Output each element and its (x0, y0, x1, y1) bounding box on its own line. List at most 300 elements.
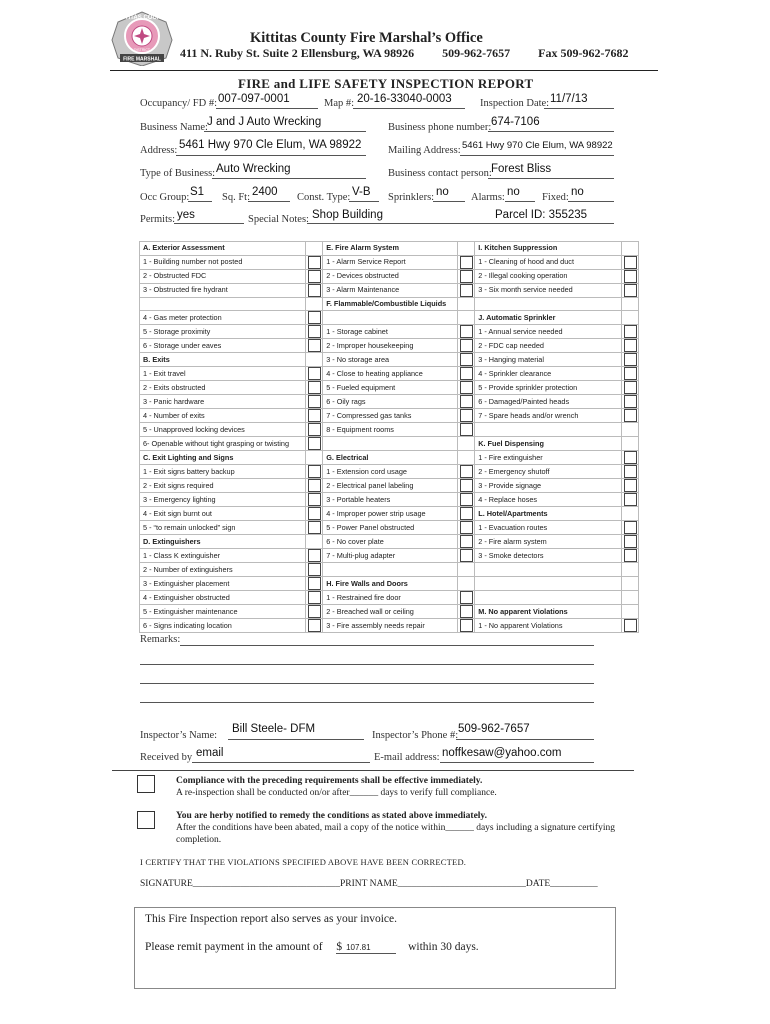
contact-label: Business contact person: (388, 168, 492, 179)
checklist-checkbox-cell (458, 521, 475, 535)
violation-checkbox[interactable] (460, 367, 473, 380)
checklist-item (140, 297, 306, 311)
checklist-checkbox-cell (306, 605, 323, 619)
special-notes-field[interactable]: Shop Building (312, 209, 383, 221)
sprinklers-label: Sprinklers: (388, 192, 435, 203)
checklist-checkbox-cell (458, 507, 475, 521)
checklist-item: 1 - Exit signs battery backup (140, 465, 306, 479)
checklist-checkbox-cell (306, 395, 323, 409)
checklist-checkbox-cell (622, 353, 639, 367)
checklist-item: A. Exterior Assessment (140, 242, 306, 256)
remarks-line-4[interactable] (140, 702, 594, 703)
alarms-field[interactable]: no (507, 186, 520, 198)
inspection-date-label: Inspection Date: (480, 98, 550, 109)
business-phone-line (488, 131, 614, 132)
checklist-checkbox-cell (458, 381, 475, 395)
violation-checkbox[interactable] (308, 284, 321, 297)
checklist-checkbox-cell (622, 577, 639, 591)
checklist-item: 4 - Improper power strip usage (323, 507, 458, 521)
checklist-checkbox-cell (622, 437, 639, 451)
violation-checkbox[interactable] (308, 339, 321, 352)
violation-checkbox[interactable] (308, 549, 321, 562)
checklist-item: 1 - Alarm Service Report (323, 255, 458, 269)
checklist-item: 2 - Number of extinguishers (140, 563, 306, 577)
section-divider (112, 770, 634, 771)
checklist-checkbox-cell (622, 297, 639, 311)
mailing-address-field[interactable]: 5461 Hwy 970 Cle Elum, WA 98922 (462, 140, 613, 151)
checklist-row (140, 493, 639, 507)
compliance-immediate-checkbox[interactable] (137, 775, 155, 793)
inspector-name-field[interactable]: Bill Steele- DFM (232, 723, 316, 735)
violation-checkbox[interactable] (460, 521, 473, 534)
checklist-item: 3 - Panic hardware (140, 395, 306, 409)
address-field[interactable]: 5461 Hwy 970 Cle Elum, WA 98922 (179, 139, 362, 151)
checklist-item (323, 437, 458, 451)
violation-checkbox[interactable] (308, 325, 321, 338)
checklist-checkbox-cell (306, 577, 323, 591)
violation-checkbox[interactable] (308, 367, 321, 380)
violation-checkbox[interactable] (460, 619, 473, 632)
checklist-checkbox-cell (458, 437, 475, 451)
checklist-checkbox-cell (622, 521, 639, 535)
permits-label: Permits: (140, 214, 176, 225)
checklist-checkbox-cell (306, 381, 323, 395)
violation-checkbox[interactable] (460, 465, 473, 478)
checklist-checkbox-cell (306, 451, 323, 465)
checklist-item: K. Fuel Dispensing (475, 437, 622, 451)
checklist-item: 6- Openable without tight grasping or twisting (140, 437, 306, 451)
compliance-line-4: After the conditions have been abated, mail a copy of the notice within______ days including a signature certifying (176, 823, 615, 833)
violation-checkbox[interactable] (624, 381, 637, 394)
inspection-date-line (544, 108, 614, 109)
violation-checkbox[interactable] (460, 339, 473, 352)
compliance-notice-checkbox[interactable] (137, 811, 155, 829)
checklist-item: 2 - Obstructed FDC (140, 269, 306, 283)
violation-checkbox[interactable] (624, 493, 637, 506)
checklist-checkbox-cell (458, 577, 475, 591)
fixed-line (568, 201, 614, 202)
contact-line (488, 178, 614, 179)
checklist-item: 2 - Improper housekeeping (323, 339, 458, 353)
business-name-label: Business Name: (140, 122, 208, 133)
violation-checkbox[interactable] (460, 284, 473, 297)
const-type-field[interactable]: V-B (352, 186, 371, 198)
violation-checkbox[interactable] (624, 451, 637, 464)
checklist-checkbox-cell (306, 367, 323, 381)
violation-checkbox[interactable] (624, 535, 637, 548)
compliance-line-1: Compliance with the preceding requirements shall be effective immediately. (176, 776, 483, 786)
checklist-checkbox-cell (306, 423, 323, 437)
compliance-line-3: You are herby notified to remedy the conditions as stated above immediately. (176, 811, 488, 821)
checklist-item: 7 - Multi-plug adapter (323, 549, 458, 563)
checklist-item: 4 - Sprinkler clearance (475, 367, 622, 381)
violation-checkbox[interactable] (624, 353, 637, 366)
violation-checkbox[interactable] (460, 409, 473, 422)
received-by-label: Received by (140, 752, 193, 763)
checklist-item: 3 - Provide signage (475, 479, 622, 493)
occ-group-line (188, 201, 212, 202)
violation-checkbox[interactable] (624, 270, 637, 283)
checklist-item (475, 563, 622, 577)
checklist-checkbox-cell (306, 409, 323, 423)
checklist-checkbox-cell (622, 507, 639, 521)
violation-checkbox[interactable] (460, 381, 473, 394)
remarks-label: Remarks: (140, 634, 181, 645)
checklist-checkbox-cell (458, 423, 475, 437)
checklist-checkbox-cell (458, 353, 475, 367)
sprinklers-field[interactable]: no (436, 186, 449, 198)
checklist-item: 5 - “to remain unlocked” sign (140, 521, 306, 535)
checklist-item: 5 - Storage proximity (140, 325, 306, 339)
checklist-item: E. Fire Alarm System (323, 242, 458, 256)
violation-checkbox[interactable] (460, 423, 473, 436)
checklist-checkbox-cell (458, 311, 475, 325)
email-label: E-mail address: (374, 752, 440, 763)
checklist-checkbox-cell (458, 395, 475, 409)
violation-checkbox[interactable] (460, 591, 473, 604)
violation-checkbox[interactable] (624, 549, 637, 562)
checklist-checkbox-cell (458, 549, 475, 563)
violation-checkbox[interactable] (308, 577, 321, 590)
checklist-row (140, 507, 639, 521)
occupancy-field[interactable]: 007-097-0001 (218, 93, 290, 105)
remarks-line-2[interactable] (140, 664, 594, 665)
mailing-address-line (460, 155, 614, 156)
checklist-item: 3 - Obstructed fire hydrant (140, 283, 306, 297)
violation-checkbox[interactable] (308, 591, 321, 604)
checklist-item: 2 - Fire alarm system (475, 535, 622, 549)
violation-checkbox[interactable] (460, 507, 473, 520)
checklist-checkbox-cell (622, 311, 639, 325)
contact-field[interactable]: Forest Bliss (491, 163, 552, 175)
checklist-checkbox-cell (306, 521, 323, 535)
inspector-phone-label: Inspector’s Phone #: (372, 730, 459, 741)
payment-text-before: Please remit payment in the amount of (145, 941, 323, 953)
checklist-checkbox-cell (458, 255, 475, 269)
payment-text-after: within 30 days. (408, 941, 479, 953)
checklist-item: 3 - Smoke detectors (475, 549, 622, 563)
violation-checkbox[interactable] (308, 465, 321, 478)
address-label: Address: (140, 145, 178, 156)
violation-checkbox[interactable] (624, 409, 637, 422)
checklist-item: 3 - Portable heaters (323, 493, 458, 507)
checklist-item: 7 - Compressed gas tanks (323, 409, 458, 423)
checklist-item: 5 - Unapproved locking devices (140, 423, 306, 437)
inspection-date-field[interactable]: 11/7/13 (550, 93, 588, 105)
office-address-line (180, 46, 629, 61)
checklist-checkbox-cell (622, 395, 639, 409)
checklist-checkbox-cell (306, 493, 323, 507)
checklist-item: L. Hotel/Apartments (475, 507, 622, 521)
checklist-item: 1 - Restrained fire door (323, 591, 458, 605)
occupancy-line (216, 108, 318, 109)
checklist-item: 3 - Emergency lighting (140, 493, 306, 507)
violation-checkbox[interactable] (308, 381, 321, 394)
violation-checkbox[interactable] (308, 563, 321, 576)
violation-checkbox[interactable] (308, 493, 321, 506)
violation-checkbox[interactable] (624, 339, 637, 352)
sqft-line (248, 201, 290, 202)
remarks-line-1[interactable] (180, 645, 594, 646)
violation-checkbox[interactable] (624, 325, 637, 338)
alarms-line (505, 201, 535, 202)
checklist-checkbox-cell (306, 325, 323, 339)
violation-checkbox[interactable] (308, 270, 321, 283)
business-type-field[interactable]: Auto Wrecking (216, 163, 291, 175)
violation-checkbox[interactable] (308, 423, 321, 436)
checklist-item (475, 297, 622, 311)
checklist-row (140, 367, 639, 381)
checklist-row (140, 563, 639, 577)
checklist-row (140, 325, 639, 339)
checklist-checkbox-cell (458, 283, 475, 297)
special-notes-line (307, 223, 614, 224)
checklist-item: 3 - No storage area (323, 353, 458, 367)
checklist-item: 2 - Emergency shutoff (475, 465, 622, 479)
checklist-item: M. No apparent Violations (475, 605, 622, 619)
violation-checkbox[interactable] (624, 284, 637, 297)
office-address: 411 N. Ruby St. Suite 2 Ellensburg, WA 98926 (180, 46, 415, 60)
sprinklers-line (433, 201, 465, 202)
checklist-checkbox-cell (306, 297, 323, 311)
received-by-line (192, 762, 370, 763)
business-type-label: Type of Business: (140, 168, 216, 179)
checklist-item: 1 - Class K extinguisher (140, 549, 306, 563)
checklist-item: 1 - Building number not posted (140, 255, 306, 269)
violation-checkbox[interactable] (460, 549, 473, 562)
occ-group-label: Occ Group: (140, 192, 190, 203)
checklist-item: 4 - Extinguisher obstructed (140, 591, 306, 605)
violation-checkbox[interactable] (308, 395, 321, 408)
checklist-checkbox-cell (622, 535, 639, 549)
violation-checkbox[interactable] (460, 325, 473, 338)
violation-checkbox[interactable] (460, 256, 473, 269)
checklist-checkbox-cell (622, 367, 639, 381)
checklist-checkbox-cell (458, 325, 475, 339)
checklist-item: 2 - Breached wall or ceiling (323, 605, 458, 619)
checklist-row (140, 409, 639, 423)
violation-checkbox[interactable] (624, 465, 637, 478)
checklist-item: 1 - Annual service needed (475, 325, 622, 339)
checklist-row (140, 423, 639, 437)
email-line (440, 762, 594, 763)
checklist-item: 2 - FDC cap needed (475, 339, 622, 353)
parcel-id: Parcel ID: 355235 (495, 209, 588, 221)
violation-checkbox[interactable] (308, 521, 321, 534)
compliance-line-5: completion. (176, 835, 222, 845)
inspector-name-label: Inspector’s Name: (140, 730, 218, 741)
office-phone: 509-962-7657 (442, 46, 511, 60)
checklist-row (140, 549, 639, 563)
checklist-item: 1 - No apparent Violations (475, 619, 622, 633)
checklist-item (475, 577, 622, 591)
checklist-item: 5 - Fueled equipment (323, 381, 458, 395)
violation-checkbox[interactable] (460, 493, 473, 506)
violation-checkbox[interactable] (460, 605, 473, 618)
checklist-checkbox-cell (306, 479, 323, 493)
checklist-item: 2 - Illegal cooking operation (475, 269, 622, 283)
checklist-item: 8 - Equipment rooms (323, 423, 458, 437)
checklist-checkbox-cell (622, 479, 639, 493)
checklist-item: 5 - Extinguisher maintenance (140, 605, 306, 619)
checklist-checkbox-cell (458, 451, 475, 465)
checklist-checkbox-cell (306, 507, 323, 521)
business-phone-field[interactable]: 674-7106 (491, 116, 540, 128)
checklist-row (140, 479, 639, 493)
checklist-checkbox-cell (458, 605, 475, 619)
checklist-item: 4 - Number of exits (140, 409, 306, 423)
checklist-row (140, 339, 639, 353)
checklist-row (140, 451, 639, 465)
checklist-item: 2 - Electrical panel labeling (323, 479, 458, 493)
inspector-phone-field[interactable]: 509-962-7657 (458, 723, 530, 735)
checklist-row (140, 242, 639, 256)
violation-checkbox[interactable] (460, 353, 473, 366)
checklist-item: 1 - Storage cabinet (323, 325, 458, 339)
invoice-note: This Fire Inspection report also serves as your invoice. (145, 913, 397, 925)
violation-checkbox[interactable] (624, 479, 637, 492)
checklist-row (140, 535, 639, 549)
checklist-item: 1 - Extension cord usage (323, 465, 458, 479)
map-line (353, 108, 465, 109)
checklist-item: 5 - Power Panel obstructed (323, 521, 458, 535)
fire-marshal-logo (106, 10, 178, 66)
checklist-checkbox-cell (458, 465, 475, 479)
email-field[interactable]: noffkesaw@yahoo.com (442, 747, 562, 759)
checklist-row (140, 311, 639, 325)
checklist-checkbox-cell (622, 605, 639, 619)
checklist-item: 6 - Damaged/Painted heads (475, 395, 622, 409)
checklist-checkbox-cell (458, 367, 475, 381)
occupancy-label: Occupancy/ FD #: (140, 98, 217, 109)
checklist-row (140, 619, 639, 633)
checklist-row (140, 591, 639, 605)
inspector-name-line (228, 739, 364, 740)
checklist-checkbox-cell (306, 353, 323, 367)
certify-statement: I CERTIFY THAT THE VIOLATIONS SPECIFIED ABOVE HAVE BEEN CORRECTED. (140, 857, 467, 867)
permits-line (174, 223, 244, 224)
checklist-checkbox-cell (458, 591, 475, 605)
checklist-checkbox-cell (306, 269, 323, 283)
checklist-checkbox-cell (622, 549, 639, 563)
violation-checkbox[interactable] (308, 311, 321, 324)
checklist-item: 2 - Exit signs required (140, 479, 306, 493)
violation-checkbox[interactable] (308, 507, 321, 520)
violation-checkbox[interactable] (624, 521, 637, 534)
checklist-item: B. Exits (140, 353, 306, 367)
violation-checkbox[interactable] (308, 605, 321, 618)
violation-checklist (139, 241, 639, 633)
checklist-item: 5 - Provide sprinkler protection (475, 381, 622, 395)
logo-bottom-text: FIRE MARSHAL (123, 56, 161, 63)
checklist-item: 1 - Cleaning of hood and duct (475, 255, 622, 269)
checklist-checkbox-cell (622, 423, 639, 437)
checklist-checkbox-cell (622, 451, 639, 465)
checklist-item (323, 311, 458, 325)
occ-group-field[interactable]: S1 (190, 186, 205, 198)
checklist-item: D. Extinguishers (140, 535, 306, 549)
remarks-line-3[interactable] (140, 683, 594, 684)
signature-line[interactable]: SIGNATURE_______________________________PRINT NAME___________________________DATE__________ (140, 879, 598, 889)
checklist-checkbox-cell (458, 493, 475, 507)
violation-checkbox[interactable] (624, 395, 637, 408)
checklist-checkbox-cell (622, 493, 639, 507)
checklist-item: C. Exit Lighting and Signs (140, 451, 306, 465)
checklist-item (323, 563, 458, 577)
checklist-item: 3 - Six month service needed (475, 283, 622, 297)
checklist-checkbox-cell (306, 283, 323, 297)
checklist-checkbox-cell (306, 465, 323, 479)
checklist-checkbox-cell (306, 242, 323, 256)
checklist-item: 2 - Exits obstructed (140, 381, 306, 395)
business-name-field[interactable]: J and J Auto Wrecking (207, 116, 322, 128)
alarms-label: Alarms: (471, 192, 505, 203)
checklist-checkbox-cell (622, 269, 639, 283)
checklist-checkbox-cell (306, 563, 323, 577)
violation-checkbox[interactable] (308, 256, 321, 269)
checklist-checkbox-cell (458, 409, 475, 423)
checklist-row (140, 395, 639, 409)
checklist-item (475, 591, 622, 605)
office-fax: Fax 509-962-7682 (538, 46, 629, 60)
checklist-item: F. Flammable/Combustible Liquids (323, 297, 458, 311)
violation-checkbox[interactable] (308, 479, 321, 492)
checklist-checkbox-cell (458, 619, 475, 633)
checklist-checkbox-cell (622, 339, 639, 353)
permits-field[interactable]: yes (177, 209, 195, 221)
checklist-checkbox-cell (458, 563, 475, 577)
checklist-item (475, 423, 622, 437)
payment-amount-field[interactable] (336, 941, 396, 954)
checklist-checkbox-cell (306, 591, 323, 605)
violation-checkbox[interactable] (624, 619, 637, 632)
violation-checkbox[interactable] (460, 270, 473, 283)
fixed-field[interactable]: no (571, 186, 584, 198)
checklist-row (140, 605, 639, 619)
violation-checkbox[interactable] (308, 437, 321, 450)
sqft-field[interactable]: 2400 (252, 186, 278, 198)
checklist-checkbox-cell (306, 339, 323, 353)
checklist-checkbox-cell (622, 381, 639, 395)
checklist-item: 6 - No cover plate (323, 535, 458, 549)
violation-checkbox[interactable] (460, 535, 473, 548)
checklist-item: G. Electrical (323, 451, 458, 465)
logo-top-text: KITTITAS COUNTY (115, 15, 169, 21)
checklist-item: 6 - Storage under eaves (140, 339, 306, 353)
mailing-address-label: Mailing Address: (388, 145, 461, 156)
checklist-row (140, 381, 639, 395)
header-rule (110, 70, 658, 71)
violation-checkbox[interactable] (460, 395, 473, 408)
violation-checkbox[interactable] (624, 367, 637, 380)
received-by-field[interactable]: email (196, 747, 224, 759)
map-field[interactable]: 20-16-33040-0003 (357, 93, 452, 105)
checklist-checkbox-cell (306, 619, 323, 633)
violation-checkbox[interactable] (308, 409, 321, 422)
violation-checkbox[interactable] (460, 479, 473, 492)
checklist-item: 4 - Exit sign burnt out (140, 507, 306, 521)
violation-checkbox[interactable] (308, 619, 321, 632)
dollar-sign: $ (336, 941, 343, 953)
checklist-item: H. Fire Walls and Doors (323, 577, 458, 591)
checklist-item: I. Kitchen Suppression (475, 242, 622, 256)
checklist-row (140, 353, 639, 367)
map-label: Map #: (324, 98, 355, 109)
violation-checkbox[interactable] (624, 256, 637, 269)
payment-amount: 107.81 (346, 943, 371, 952)
checklist-row (140, 297, 639, 311)
checklist-checkbox-cell (622, 591, 639, 605)
